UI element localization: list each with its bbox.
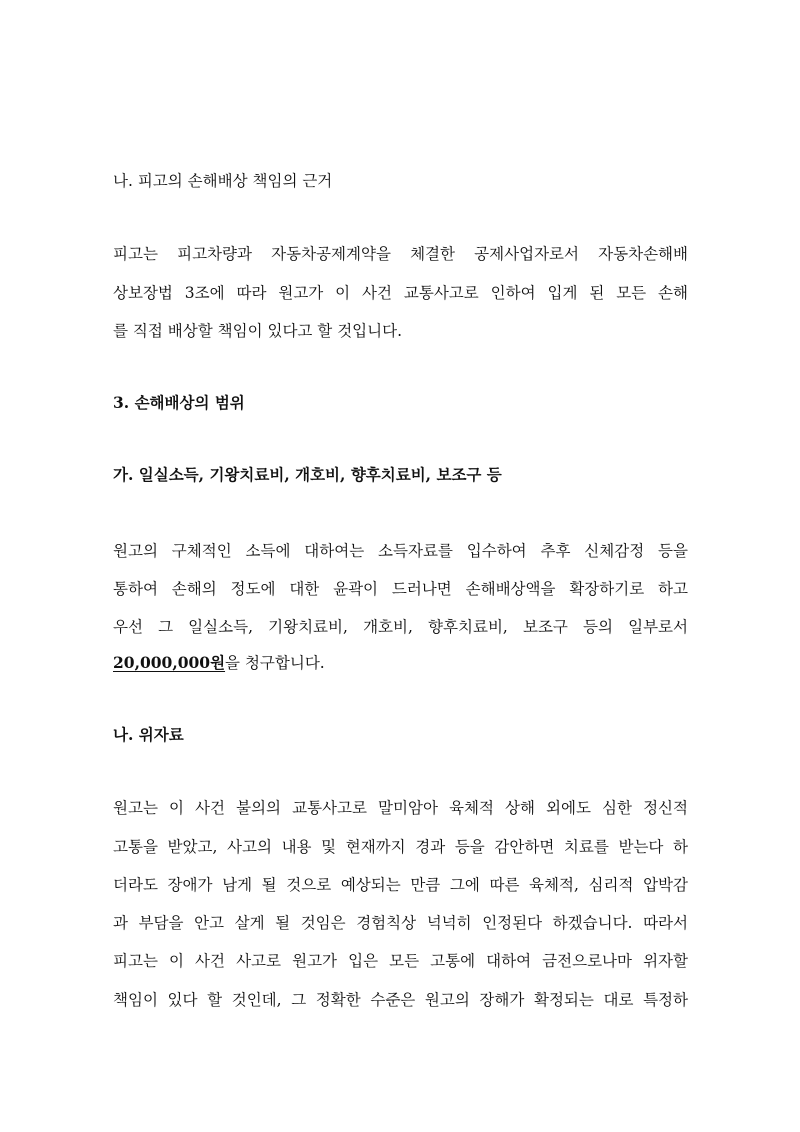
paragraph-line: 원고는 이 사건 불의의 교통사고로 말미암아 육체적 상해 외에도 심한 정신적 bbox=[113, 799, 688, 817]
claim-amount-suffix: 을 청구합니다. bbox=[225, 654, 325, 672]
sub-b-heading: 나. 위자료 bbox=[113, 725, 184, 744]
paragraph-line: 통하여 손해의 정도에 대한 윤곽이 드러나면 손해배상액을 확장하기로 하고 bbox=[113, 580, 688, 598]
paragraph-line: 과 부담을 안고 살게 될 것임은 경험칙상 넉넉히 인정된다 하겠습니다. 따라서 bbox=[113, 914, 688, 932]
sub-a-heading: 가. 일실소득, 기왕치료비, 개호비, 향후치료비, 보조구 등 bbox=[113, 465, 502, 484]
paragraph-line: 고통을 받았고, 사고의 내용 및 현재까지 경과 등을 감안하면 치료를 받는다 하 bbox=[113, 838, 688, 856]
paragraph-line: 원고의 구체적인 소득에 대하여는 소득자료를 입수하여 추후 신체감정 등을 bbox=[113, 542, 688, 560]
section-b-heading: 나. 피고의 손해배상 책임의 근거 bbox=[113, 172, 333, 190]
paragraph-line: 책임이 있다 할 것인데, 그 정확한 수준은 원고의 장해가 확정되는 대로 특정하 bbox=[113, 991, 688, 1009]
paragraph-line: 더라도 장애가 남게 될 것으로 예상되는 만큼 그에 따른 육체적, 심리적 압박감 bbox=[113, 876, 688, 894]
claim-amount: 20,000,000원 bbox=[113, 653, 226, 672]
paragraph-line: 우선 그 일실소득, 기왕치료비, 개호비, 향후치료비, 보조구 등의 일부로서 bbox=[113, 618, 688, 636]
paragraph-line: 상보장법 3조에 따라 원고가 이 사건 교통사고로 인하여 입게 된 모든 손해 bbox=[113, 284, 688, 302]
claim-amount-line bbox=[113, 652, 325, 674]
section-3-heading: 3. 손해배상의 범위 bbox=[113, 393, 245, 412]
paragraph-line: 피고는 이 사건 사고로 원고가 입은 모든 고통에 대하여 금전으로나마 위자할 bbox=[113, 952, 688, 970]
paragraph-line: 피고는 피고차량과 자동차공제계약을 체결한 공제사업자로서 자동차손해배 bbox=[113, 245, 688, 263]
paragraph-line: 를 직접 배상할 책임이 있다고 할 것입니다. bbox=[113, 322, 403, 340]
